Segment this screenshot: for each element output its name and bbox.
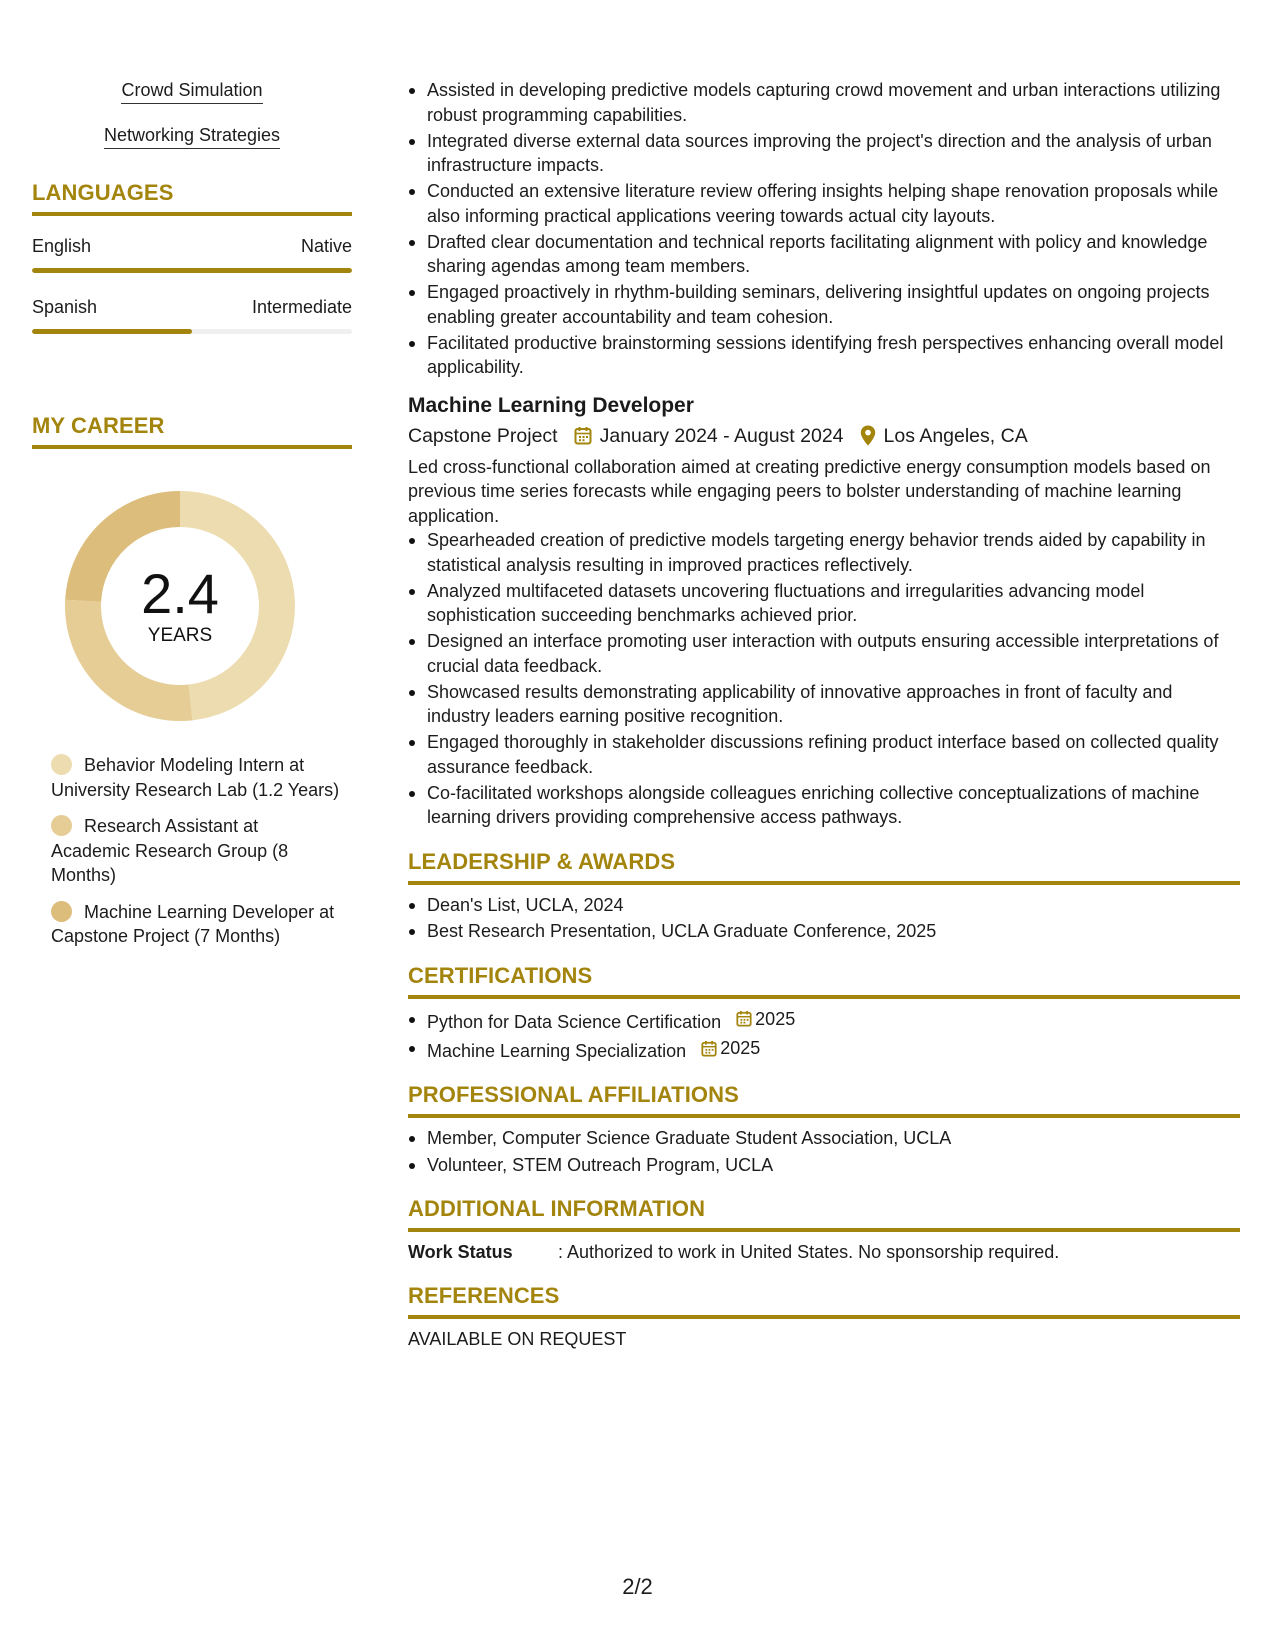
references-section (408, 1282, 1240, 1351)
career-legend-item (51, 814, 341, 888)
work-status-label: Work Status (408, 1242, 513, 1262)
job-meta (408, 423, 1240, 449)
section-divider (408, 995, 1240, 999)
references-text: AVAILABLE ON REQUEST (408, 1329, 627, 1349)
calendar-icon (574, 426, 592, 445)
list-item: Drafted clear documentation and technical reports facilitating alignment with policy and knowledge sharing agendas among team members. (408, 230, 1240, 279)
certification-year: 2025 (720, 1037, 761, 1058)
job-summary: Led cross-functional collaboration aimed at creating predictive energy consumption models based on previous time series forecasts while engaging peers to bolster understanding of machine learning application. (408, 456, 1211, 526)
list-item: Dean's List, UCLA, 2024 (408, 893, 1240, 918)
legend-label: Research Assistant at Academic Research Group (8 Months) (51, 816, 289, 885)
language-item (32, 295, 352, 334)
job-bullets (408, 528, 1240, 830)
sidebar (32, 78, 352, 961)
legend-label: Machine Learning Developer at Capstone Project (7 Months) (51, 901, 335, 946)
career-total-unit: YEARS (147, 625, 213, 646)
list-item: Engaged thoroughly in stakeholder discussions refining product interface based on collected quality assurance feedback. (408, 730, 1240, 779)
job-title: Machine Learning Developer (408, 393, 694, 417)
list-item: Designed an interface promoting user interaction with outputs ensuring accessible interpretations of crucial data feedback. (408, 629, 1240, 678)
previous-job-bullets (408, 78, 1240, 380)
interest-item (32, 78, 352, 104)
list-item: Volunteer, STEM Outreach Program, UCLA (408, 1153, 1240, 1178)
list-item: Assisted in developing predictive models capturing crowd movement and urban interactions utilizing robust programming capabilities. (408, 78, 1240, 127)
list-item: Member, Computer Science Graduate Student Association, UCLA (408, 1126, 1240, 1151)
career-section (32, 412, 352, 949)
career-total-value: 2.4 (141, 562, 219, 625)
certification-name: Python for Data Science Certification (427, 1011, 722, 1032)
list-item: Spearheaded creation of predictive models targeting energy behavior trends aided by capability in statistical analysis resulting in improved practices reflectively. (408, 528, 1240, 577)
languages-heading: LANGUAGES (32, 180, 174, 205)
list-item (408, 1007, 1240, 1034)
list-item (408, 1036, 1240, 1063)
interest-label: Crowd Simulation (121, 78, 262, 104)
certifications-section (408, 962, 1240, 1064)
languages-section (32, 179, 352, 334)
certifications-heading: CERTIFICATIONS (408, 962, 593, 988)
interest-label: Networking Strategies (104, 123, 280, 149)
language-level: Intermediate (251, 297, 352, 317)
job-entry (408, 392, 1240, 830)
work-status-value: : Authorized to work in United States. No sponsorship required. (558, 1242, 1060, 1262)
main-content (408, 78, 1240, 1351)
page-number: 2/2 (622, 1574, 653, 1599)
list-item: Integrated diverse external data sources improving the project's direction and the analysis of urban infrastructure impacts. (408, 129, 1240, 178)
references-heading: REFERENCES (408, 1283, 560, 1308)
leadership-section (408, 848, 1240, 944)
list-item: Engaged proactively in rhythm-building seminars, delivering insightful updates on ongoing projects enabling greater accountability and team cohesion. (408, 280, 1240, 329)
career-heading: MY CAREER (32, 413, 165, 438)
language-proficiency-fill (32, 268, 352, 273)
legend-dot (51, 901, 72, 922)
section-divider (408, 1228, 1240, 1232)
language-proficiency-bar (32, 268, 352, 273)
calendar-icon (701, 1040, 717, 1057)
work-status-row (408, 1240, 1240, 1264)
section-divider (32, 212, 352, 216)
job-location: Los Angeles, CA (883, 424, 1028, 447)
additional-info-section (408, 1195, 1240, 1264)
career-legend (51, 753, 341, 949)
career-legend-item (51, 900, 341, 949)
section-divider (408, 1315, 1240, 1319)
list-item: Best Research Presentation, UCLA Graduate Conference, 2025 (408, 919, 1240, 944)
section-divider (408, 1114, 1240, 1118)
calendar-icon (736, 1010, 752, 1027)
legend-dot (51, 815, 72, 836)
job-dates: January 2024 - August 2024 (599, 424, 844, 447)
language-name: Spanish (32, 297, 98, 317)
location-pin-icon (860, 425, 876, 446)
leadership-heading: LEADERSHIP & AWARDS (408, 848, 676, 874)
certification-year: 2025 (755, 1008, 796, 1029)
career-donut-chart (65, 491, 295, 721)
list-item: Showcased results demonstrating applicability of innovative approaches in front of faculty and industry leaders earning positive recognition. (408, 680, 1240, 729)
legend-dot (51, 754, 72, 775)
language-proficiency-bar (32, 329, 352, 334)
list-item: Analyzed multifaceted datasets uncovering fluctuations and irregularities advancing model sophistication succeeding benchmarks achieved prior. (408, 579, 1240, 628)
section-divider (408, 881, 1240, 885)
job-company: Capstone Project (408, 424, 558, 447)
certification-name: Machine Learning Specialization (427, 1040, 687, 1061)
language-level: Native (300, 236, 352, 256)
list-item: Conducted an extensive literature review offering insights helping shape renovation proposals while also informing practical applications veering towards actual city layouts. (408, 179, 1240, 228)
additional-info-heading: ADDITIONAL INFORMATION (408, 1196, 706, 1221)
list-item: Facilitated productive brainstorming sessions identifying fresh perspectives enhancing overall model applicability. (408, 331, 1240, 380)
legend-label: Behavior Modeling Intern at University Research Lab (1.2 Years) (51, 755, 340, 800)
section-divider (32, 445, 352, 449)
language-proficiency-fill (32, 329, 192, 334)
language-item (32, 234, 352, 273)
career-legend-item (51, 753, 341, 802)
list-item: Co-facilitated workshops alongside colleagues enriching collective conceptualizations of machine learning drivers providing comprehensive access pathways. (408, 781, 1240, 830)
language-name: English (32, 236, 92, 256)
affiliations-section (408, 1081, 1240, 1177)
interest-item (32, 123, 352, 149)
affiliations-heading: PROFESSIONAL AFFILIATIONS (408, 1082, 739, 1107)
